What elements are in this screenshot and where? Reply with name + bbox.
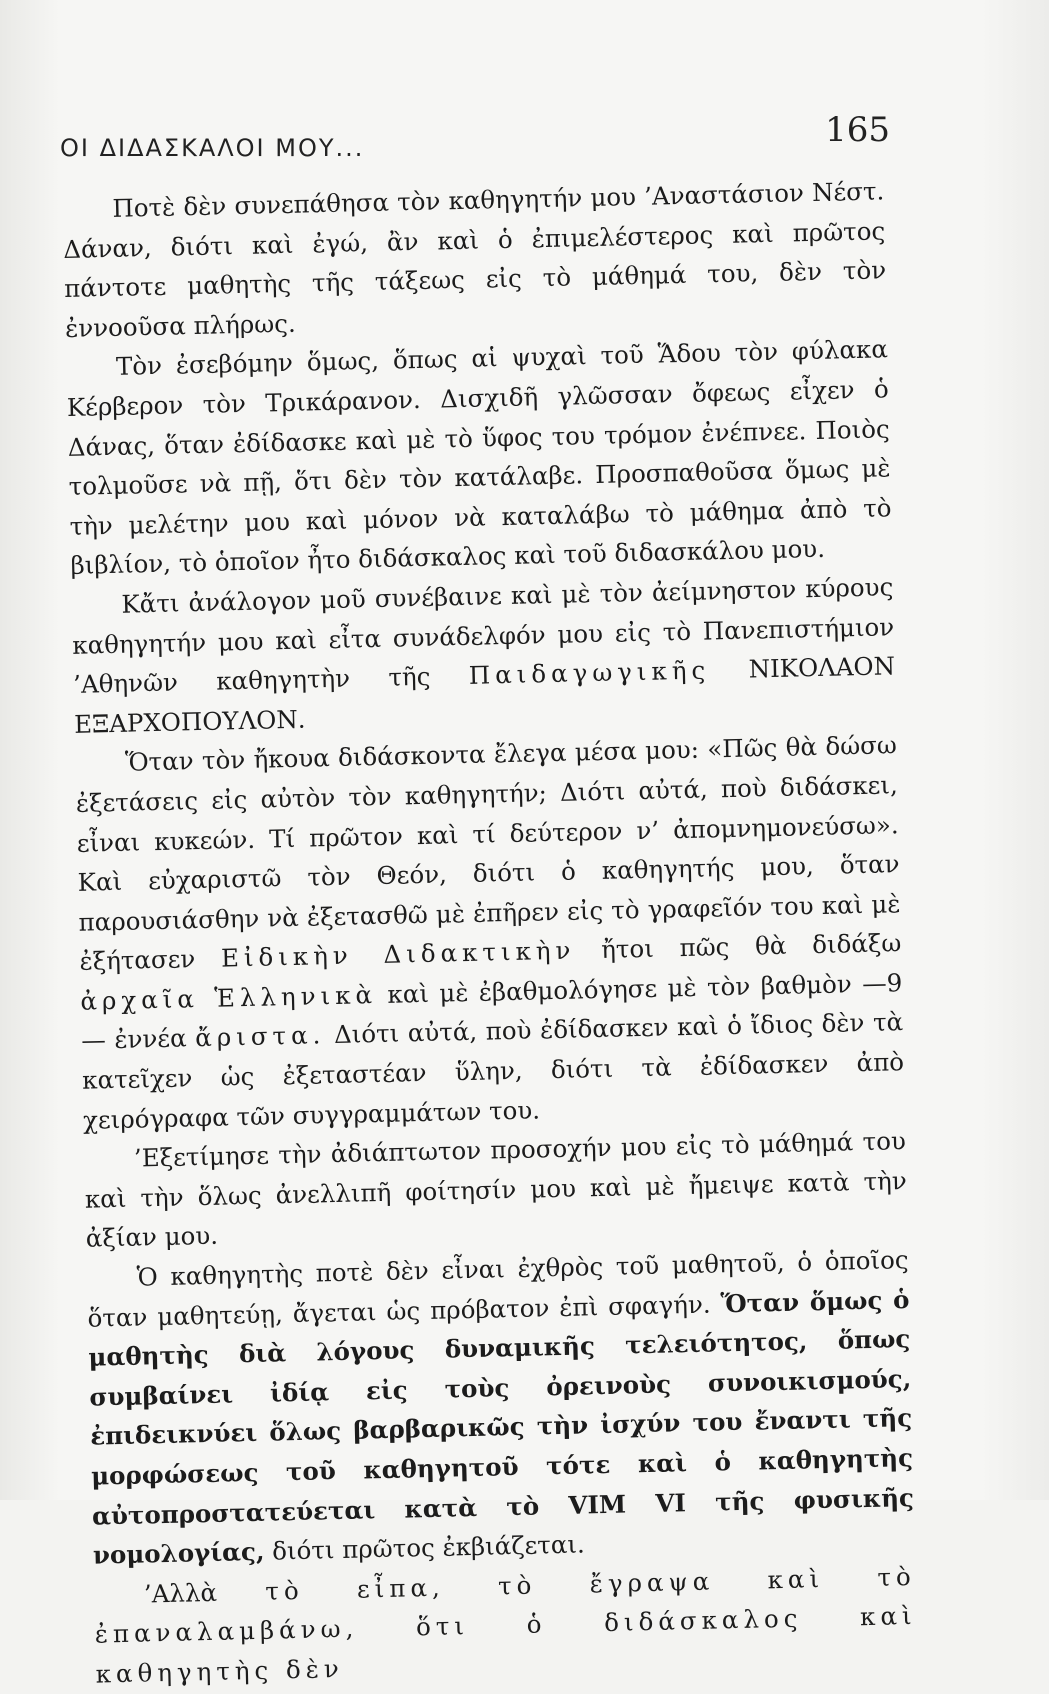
paragraph-1 xyxy=(62,171,887,348)
paragraph-text: Ὁ καθηγητὴς ποτὲ δὲν εἶναι ἐχθρὸς τοῦ μαθητοῦ, ὁ ὁποῖος ὅταν μαθητεύῃ, ἄγεται ὡς πρόβατον ἐπὶ σφαγήν. xyxy=(87,1245,909,1333)
spaced-emphasis-didactics: Εἰδικὴν Διδακτικὴν xyxy=(220,935,576,973)
paragraph-3 xyxy=(71,567,896,744)
paragraph-text: Ὅταν τὸν ἤκουα διδάσκοντα ἔλεγα μέσα μου: «Πῶς θὰ δώσω ἐξετάσεις εἰς αὐτὸν τὸν καθηγητήν; Διότι αὐτά, ποὺ διδάσκει, εἶναι κυκεών. Τί πρῶτον καὶ τί δεύτερον ν’ ἀπομνημονεύσω». Καὶ εὐχαριστῶ τὸν Θεόν, διότι ὁ καθηγητής μου, ὅταν παρουσιάσθην νὰ ἐξετασθῶ μὲ ἐπῆρεν εἰς τὸ γραφεῖόν του καὶ μὲ ἐξήτασεν xyxy=(75,730,901,977)
running-head: ΟΙ ΔΙΔΑΣΚΑΛΟΙ ΜΟΥ... xyxy=(60,134,365,162)
spaced-emphasis-pedagogy: Παιδαγωγικῆς xyxy=(468,655,711,691)
paragraph-5 xyxy=(84,1121,908,1258)
paragraph-text: Διότι αὐτά, ποὺ ἐδίδασκεν καὶ ὁ ἴδιος δὲν τὰ κατεῖχεν ὡς ἐξεταστέαν ὕλην, διότι τὰ ἐδίδασκεν ἀπὸ χειρόγραφα τῶν συγγραμμάτων του. xyxy=(81,1007,905,1135)
paragraph-text: ’Αλλὰ xyxy=(143,1577,218,1609)
paragraph-7 xyxy=(93,1557,917,1694)
bold-passage: Ὅταν ὅμως ὁ μαθητὴς διὰ λόγους δυναμικῆς τελειότητος, ὅπως συμβαίνει ἰδίᾳ εἰς τοὺς ὀρεινοὺς συνοικισμούς, ἐπιδεικνύει ὅλως βαρβαρικῶς τὴν ἰσχύν του ἔναντι τῆς μορφώσεως τοῦ καθηγητοῦ τότε καὶ ὁ καθηγητὴς αὐτοπροστατεύεται κατὰ τὸ VIM VI τῆς φυσικῆς νομολογίας, xyxy=(88,1284,915,1570)
professor-name: ΝΙΚΟΛΑΟΝ ΕΞΑΡΧΟΠΟΥΛΟΝ. xyxy=(73,651,896,739)
page-number: 165 xyxy=(825,110,890,150)
paragraph-6 xyxy=(86,1240,915,1575)
paragraph-text: Κἄτι ἀνάλογον μοῦ συνέβαινε καὶ μὲ τὸν ἀείμνηστον κύρους καθηγητήν μου καὶ εἶτα συνάδελφόν μου εἰς τὸ Πανεπιστήμιον ’Αθηνῶν καθηγητὴν τῆς xyxy=(71,572,895,699)
paragraph-text: διότι πρῶτος ἐκβιάζεται. xyxy=(271,1529,586,1566)
page-header xyxy=(60,110,890,170)
paragraph-text: Ποτὲ δὲν συνεπάθησα τὸν καθηγητήν μου ’Αναστάσιον Νέστ. Δάναν, διότι καὶ ἐγώ, ἂν καὶ ὁ ἐπιμελέστερος καὶ πρῶτος πάντοτε μαθητὴς τῆς τάξεως εἰς τὸ μάθημά του, δὲν τὸν ἐννοοῦσα πλήρως. xyxy=(63,176,887,343)
paragraph-text: ’Εξετίμησε τὴν ἀδιάπτωτον προσοχήν μου εἰς τὸ μάθημά του καὶ τὴν ὅλως ἀνελλιπῆ φοίτησίν μου καὶ μὲ ἤμειψε κατὰ τὴν ἀξίαν μου. xyxy=(84,1126,908,1254)
paragraph-text: Τὸν ἐσεβόμην ὅμως, ὅπως αἱ ψυχαὶ τοῦ Ἅδου τὸν φύλακα Κέρβερον τὸν Τρικάρανον. Δισχιδῆ γλῶσσαν ὄφεως εἶχεν ὁ Δάνας, ὅταν ἐδίδασκε καὶ μὲ τὸ ὕφος του τρόμον ἐνέπνεε. Ποιὸς τολμοῦσε νὰ πῇ, ὅτι δὲν τὸν κατάλαβε. Προσπαθοῦσα ὅμως μὲ τὴν μελέτην μου καὶ μόνον νὰ καταλάβω τὸ μάθημα ἀπὸ τὸ βιβλίον, τὸ ὁποῖον ἦτο διδάσκαλος καὶ τοῦ διδασκάλου μου. xyxy=(66,334,892,581)
paragraph-text: ἤτοι πῶς θὰ διδάξω xyxy=(600,928,902,965)
paragraph-text: καὶ μὲ ἐβαθμολόγησε μὲ τὸν βαθμὸν —9— ἐννέα xyxy=(80,968,903,1056)
paragraph-4 xyxy=(75,726,906,1140)
body-text xyxy=(62,171,918,1694)
paragraph-2 xyxy=(66,330,893,586)
spaced-emphasis-excellent: ἄριστα. xyxy=(194,1020,326,1053)
spaced-emphasis-closing: τὸ εἶπα, τὸ ἔγραψα καὶ τὸ ἐπαναλαμβάνω, ὅτι ὁ διδάσκαλος καὶ καθηγητὴς δὲν xyxy=(94,1561,917,1689)
spaced-emphasis-ancient-greek: ἀρχαῖα Ἑλληνικὰ xyxy=(80,979,378,1016)
